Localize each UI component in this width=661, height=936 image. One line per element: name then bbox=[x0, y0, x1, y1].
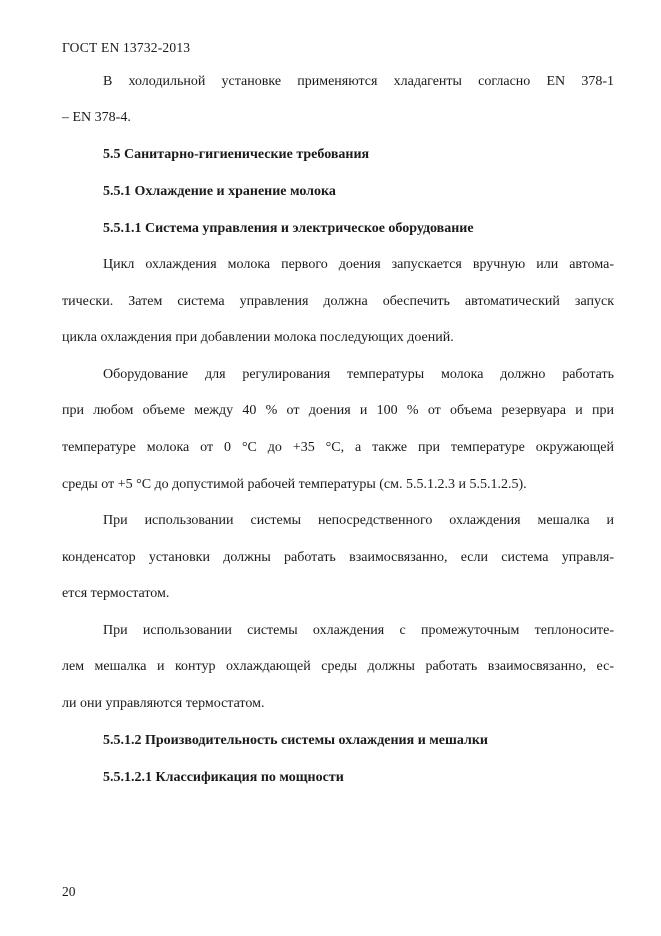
paragraph-line: лем мешалка и контур охлаждающей среды должны работать взаимосвязанно, ес- bbox=[62, 659, 614, 674]
paragraph-line: ется термостатом. bbox=[62, 586, 170, 601]
paragraph-line: Цикл охлаждения молока первого доения запускается вручную или автома- bbox=[103, 257, 614, 272]
paragraph-line: цикла охлаждения при добавлении молока последующих доений. bbox=[62, 330, 454, 345]
subsection-heading: 5.5.1.1 Система управления и электрическое оборудование bbox=[103, 221, 474, 236]
subsection-heading: 5.5.1.2 Производительность системы охлаждения и мешалки bbox=[103, 733, 488, 748]
subsection-heading: 5.5.1 Охлаждение и хранение молока bbox=[103, 184, 336, 199]
paragraph-line: ли они управляются термостатом. bbox=[62, 696, 265, 711]
paragraph-line: среды от +5 °С до допустимой рабочей температуры (см. 5.5.1.2.3 и 5.5.1.2.5). bbox=[62, 477, 527, 492]
paragraph-line: конденсатор установки должны работать взаимосвязанно, если система управля- bbox=[62, 550, 614, 565]
paragraph-line: температуре молока от 0 °С до +35 °С, а также при температуре окружающей bbox=[62, 440, 614, 455]
paragraph-line: – EN 378-4. bbox=[62, 110, 131, 125]
paragraph-line: При использовании системы непосредственного охлаждения мешалка и bbox=[103, 513, 614, 528]
paragraph-line: В холодильной установке применяются хладагенты согласно EN 378-1 bbox=[103, 74, 614, 89]
paragraph-line: Оборудование для регулирования температуры молока должно работать bbox=[103, 367, 614, 382]
section-heading: 5.5 Санитарно-гигиенические требования bbox=[103, 147, 370, 162]
standard-header: ГОСТ EN 13732-2013 bbox=[62, 40, 191, 55]
paragraph-line: тически. Затем система управления должна обеспечить автоматический запуск bbox=[62, 294, 614, 309]
subsection-heading: 5.5.1.2.1 Классификация по мощности bbox=[103, 770, 344, 785]
paragraph-line: При использовании системы охлаждения с промежуточным теплоносите- bbox=[103, 623, 614, 638]
paragraph-line: при любом объеме между 40 % от доения и 100 % от объема резервуара и при bbox=[62, 403, 614, 418]
page-number: 20 bbox=[62, 884, 76, 899]
